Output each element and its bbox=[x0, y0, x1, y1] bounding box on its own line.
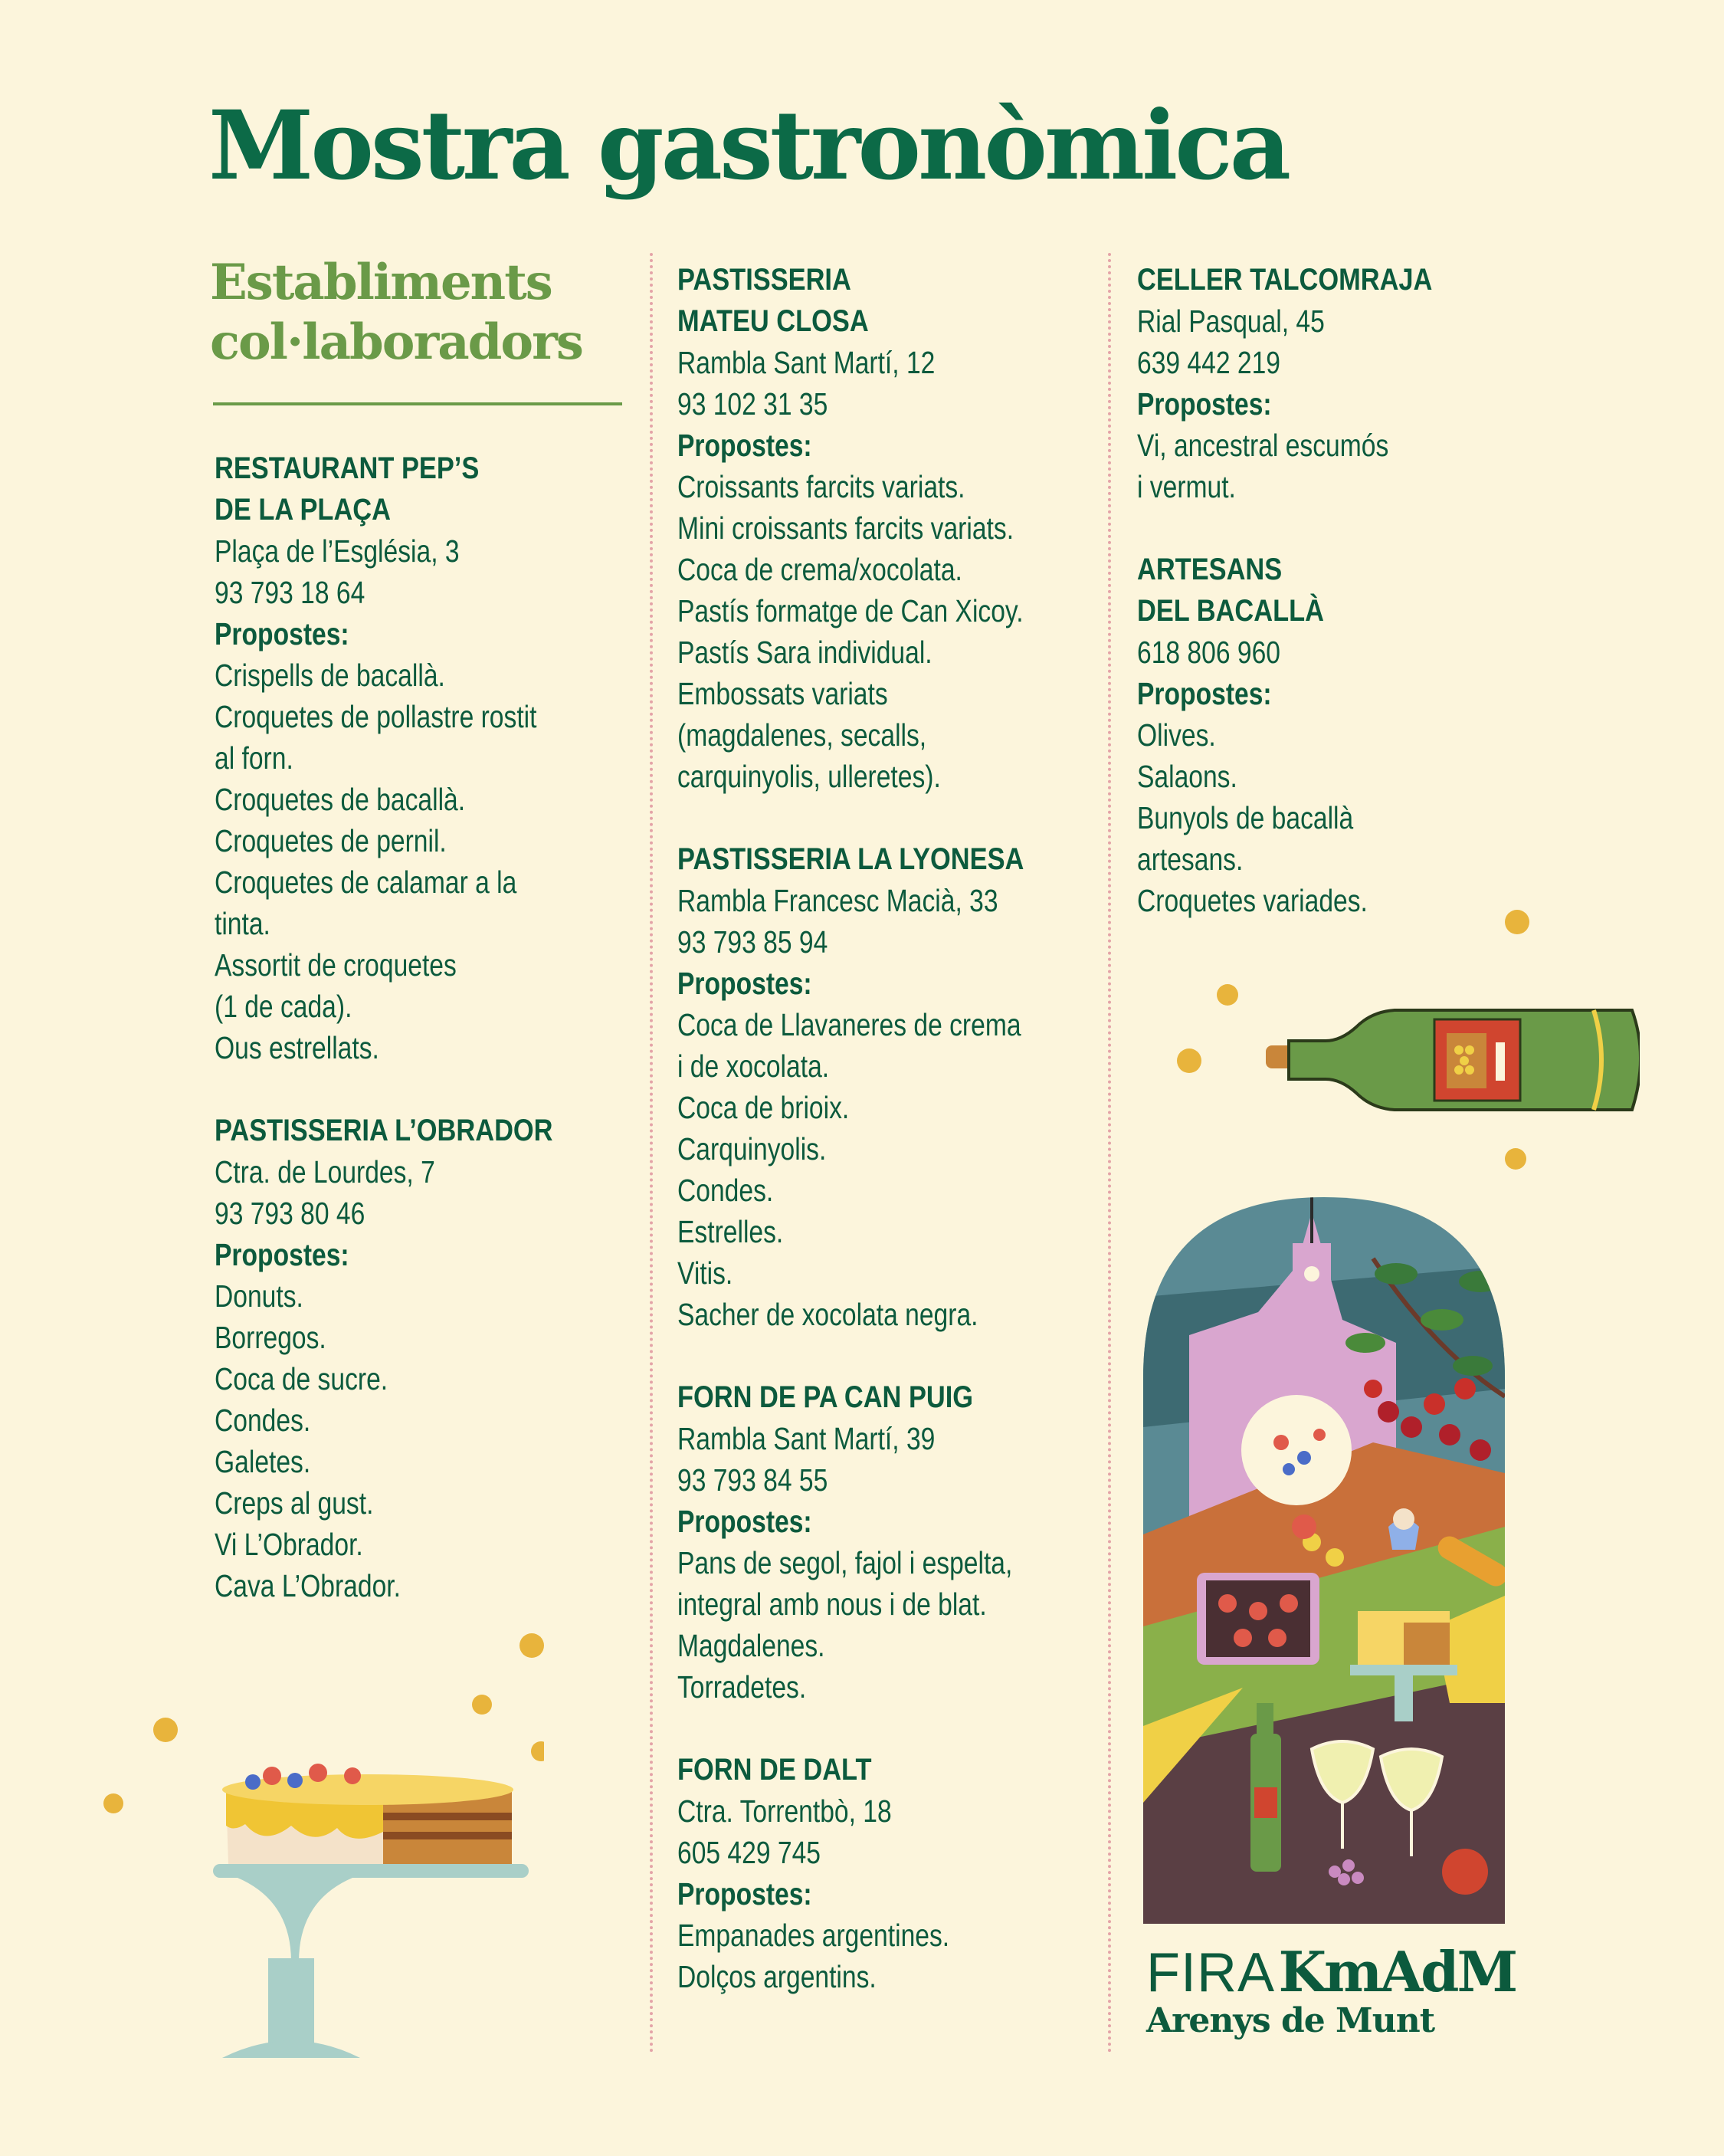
establishment-name-line: CELLER TALCOMRAJA bbox=[1137, 263, 1433, 297]
establishment-name-line: MATEU CLOSA bbox=[677, 304, 869, 338]
proposal-item: Empanades argentines. bbox=[677, 1918, 950, 1953]
proposals-label: Propostes: bbox=[677, 1876, 812, 1912]
proposal-item: Salaons. bbox=[1137, 759, 1237, 794]
brand-kmadm: KmAdM bbox=[1278, 1939, 1516, 2004]
establishment-name bbox=[677, 1749, 1047, 1790]
proposal-item: Mini croissants farcits variats. bbox=[677, 510, 1014, 546]
proposal-item: Condes. bbox=[215, 1403, 311, 1438]
establishment-name bbox=[215, 1110, 584, 1151]
proposal-item: Condes. bbox=[677, 1173, 774, 1208]
proposal-item: Croquetes de calamar a la bbox=[215, 865, 517, 900]
establishment-phone: 93 793 85 94 bbox=[677, 924, 828, 960]
proposal-item: Vi, ancestral escumós bbox=[1137, 428, 1389, 463]
establishment-address: Rambla Sant Martí, 39 bbox=[677, 1421, 936, 1456]
proposal-item: Croissants farcits variats. bbox=[677, 469, 965, 504]
establishment-name-line: RESTAURANT PEP’S bbox=[215, 451, 480, 485]
brand-logo bbox=[1146, 1939, 1516, 2040]
proposal-item: i de xocolata. bbox=[677, 1048, 830, 1084]
proposals-label: Propostes: bbox=[215, 616, 349, 651]
proposal-item: Carquinyolis. bbox=[677, 1131, 827, 1167]
proposal-item: Creps al gust. bbox=[215, 1485, 374, 1521]
establishment-name-line: PASTISSERIA L’OBRADOR bbox=[215, 1114, 553, 1147]
proposal-item: Crispells de bacallà. bbox=[215, 658, 445, 693]
establishment-phone: 93 793 84 55 bbox=[677, 1462, 828, 1498]
establishment-phone: 93 102 31 35 bbox=[677, 386, 828, 422]
column-2 bbox=[677, 259, 1106, 2039]
establishment-name-line: FORN DE PA CAN PUIG bbox=[677, 1380, 974, 1414]
establishment-address: Ctra. de Lourdes, 7 bbox=[215, 1154, 435, 1190]
establishment-name-line: DE LA PLAÇA bbox=[215, 493, 391, 527]
proposal-item: Coca de sucre. bbox=[215, 1361, 388, 1396]
proposal-item: Ous estrellats. bbox=[215, 1030, 379, 1065]
subtitle-line-1: Establiments bbox=[210, 254, 552, 311]
establishment-card bbox=[677, 1749, 1106, 1997]
subtitle-line-2: col·laboradors bbox=[210, 313, 582, 371]
establishment-address: Plaça de l’Església, 3 bbox=[215, 533, 460, 569]
column-1 bbox=[215, 448, 644, 1648]
proposal-item: Sacher de xocolata negra. bbox=[677, 1297, 978, 1332]
establishment-address: Rial Pasqual, 45 bbox=[1137, 304, 1325, 339]
proposals-label: Propostes: bbox=[1137, 676, 1272, 711]
establishment-card bbox=[1137, 549, 1566, 921]
proposal-item: (1 de cada). bbox=[215, 989, 352, 1024]
proposal-item: integral amb nous i de blat. bbox=[677, 1587, 987, 1622]
brand-fira: FIRA bbox=[1146, 1942, 1276, 2003]
establishment-name-line: PASTISSERIA bbox=[677, 263, 851, 297]
establishment-name-line: FORN DE DALT bbox=[677, 1753, 872, 1787]
proposal-item: Assortit de croquetes bbox=[215, 947, 457, 983]
establishment-address: Ctra. Torrentbò, 18 bbox=[677, 1793, 892, 1829]
proposal-item: tinta. bbox=[215, 906, 270, 941]
proposal-item: Pastís Sara individual. bbox=[677, 635, 932, 670]
establishment-card bbox=[677, 259, 1106, 797]
proposals-label: Propostes: bbox=[677, 966, 812, 1001]
column-divider-2 bbox=[1108, 253, 1111, 2054]
proposal-item: Croquetes de pollastre rostit bbox=[215, 699, 537, 734]
page-title: Mostra gastronòmica bbox=[208, 90, 1289, 202]
proposal-item: Galetes. bbox=[215, 1444, 311, 1479]
proposal-item: Coca de crema/xocolata. bbox=[677, 552, 962, 587]
establishment-card bbox=[1137, 259, 1566, 507]
proposals-label: Propostes: bbox=[215, 1237, 349, 1272]
establishment-name bbox=[1137, 259, 1506, 300]
proposal-item: Pastís formatge de Can Xicoy. bbox=[677, 593, 1024, 628]
proposal-item: Borregos. bbox=[215, 1320, 326, 1355]
establishment-name bbox=[1137, 549, 1506, 632]
establishment-card bbox=[677, 1377, 1106, 1708]
proposal-item: (magdalenes, secalls, bbox=[677, 717, 927, 753]
section-subtitle bbox=[210, 253, 582, 372]
proposals-label: Propostes: bbox=[677, 1504, 812, 1539]
column-3 bbox=[1137, 259, 1566, 963]
establishment-phone: 93 793 80 46 bbox=[215, 1196, 365, 1231]
proposal-item: Dolços argentins. bbox=[677, 1959, 877, 1994]
proposal-item: i vermut. bbox=[1137, 469, 1236, 504]
wine-bottle-illustration bbox=[1165, 904, 1640, 1180]
establishment-phone: 605 429 745 bbox=[677, 1835, 821, 1870]
proposal-item: Coca de Llavaneres de crema bbox=[677, 1007, 1021, 1042]
proposal-item: Croquetes de bacallà. bbox=[215, 782, 466, 817]
cake-illustration bbox=[100, 1625, 544, 2062]
establishment-phone: 618 806 960 bbox=[1137, 635, 1280, 670]
proposal-item: Croquetes variades. bbox=[1137, 883, 1368, 918]
proposal-item: Pans de segol, fajol i espelta, bbox=[677, 1545, 1013, 1580]
proposals-label: Propostes: bbox=[1137, 386, 1272, 422]
establishment-name bbox=[677, 1377, 1047, 1418]
proposal-item: Vi L’Obrador. bbox=[215, 1527, 363, 1562]
proposal-item: Estrelles. bbox=[677, 1214, 784, 1249]
establishment-name bbox=[215, 448, 584, 530]
proposal-item: carquinyolis, ulleretes). bbox=[677, 759, 941, 794]
establishment-name bbox=[677, 838, 1047, 880]
establishment-phone: 93 793 18 64 bbox=[215, 575, 365, 610]
establishment-card bbox=[215, 1110, 644, 1606]
proposal-item: Torradetes. bbox=[677, 1669, 807, 1705]
proposal-item: artesans. bbox=[1137, 842, 1244, 877]
proposal-item: Olives. bbox=[1137, 717, 1216, 753]
establishment-name-line: PASTISSERIA LA LYONESA bbox=[677, 842, 1024, 876]
subtitle-divider bbox=[213, 402, 622, 405]
proposal-item: Donuts. bbox=[215, 1278, 303, 1314]
establishment-phone: 639 442 219 bbox=[1137, 345, 1280, 380]
arch-food-illustration bbox=[1143, 1197, 1505, 1924]
proposal-item: Croquetes de pernil. bbox=[215, 823, 447, 858]
proposal-item: Coca de brioix. bbox=[677, 1090, 850, 1125]
proposal-item: al forn. bbox=[215, 740, 293, 776]
proposal-item: Vitis. bbox=[677, 1255, 733, 1291]
establishment-card bbox=[215, 448, 644, 1068]
brand-town: Arenys de Munt bbox=[1146, 2001, 1435, 2040]
proposals-label: Propostes: bbox=[677, 428, 812, 463]
establishment-address: Rambla Francesc Macià, 33 bbox=[677, 883, 998, 918]
establishment-name bbox=[677, 259, 1047, 342]
establishment-card bbox=[677, 838, 1106, 1335]
proposal-item: Embossats variats bbox=[677, 676, 888, 711]
proposal-item: Bunyols de bacallà bbox=[1137, 800, 1354, 835]
column-divider-1 bbox=[650, 253, 653, 2054]
proposal-item: Magdalenes. bbox=[677, 1628, 825, 1663]
establishment-name-line: ARTESANS bbox=[1137, 553, 1283, 586]
establishment-name-line: DEL BACALLÀ bbox=[1137, 594, 1324, 628]
proposal-item: Cava L’Obrador. bbox=[215, 1568, 401, 1603]
establishment-address: Rambla Sant Martí, 12 bbox=[677, 345, 936, 380]
